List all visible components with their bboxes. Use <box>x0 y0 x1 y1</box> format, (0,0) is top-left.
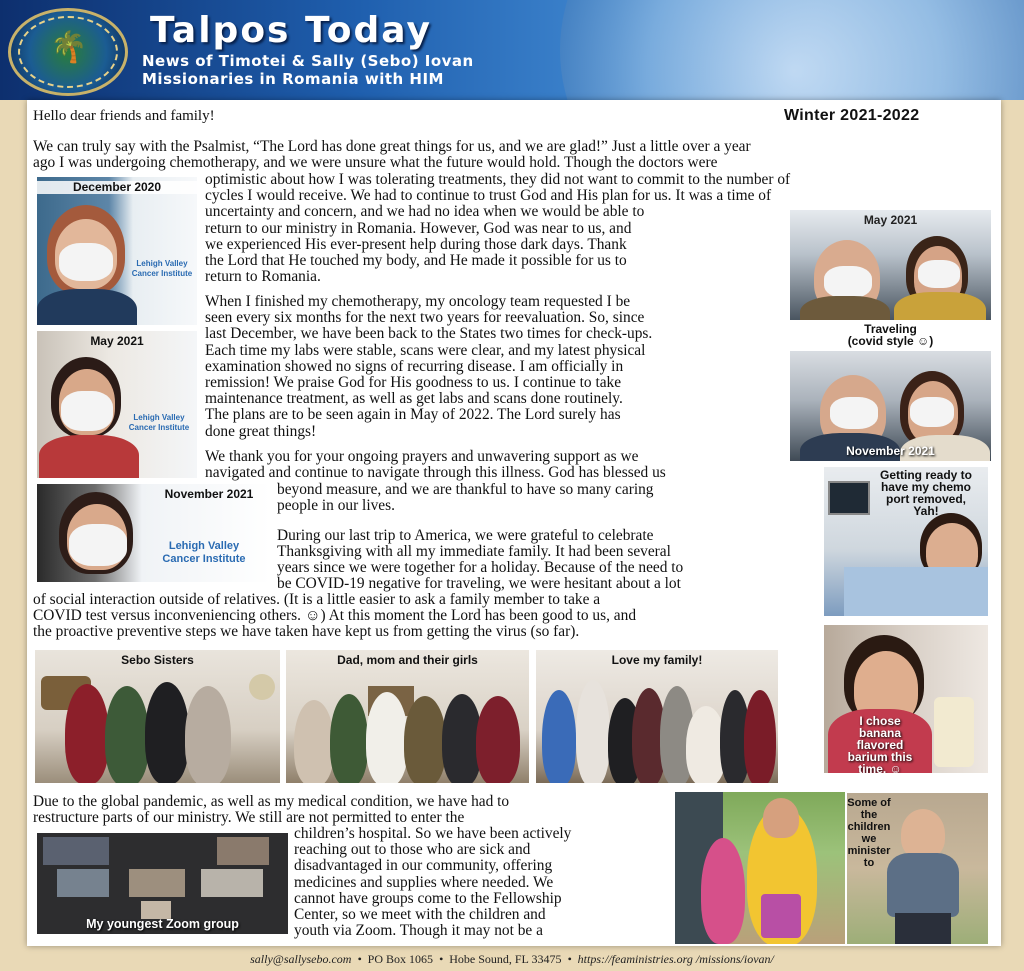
caption-sebo-sisters: Sebo Sisters <box>121 653 194 667</box>
footer-po-box: PO Box 1065 <box>367 952 434 966</box>
text-line: beyond measure, and we are thankful to have so many caring <box>277 481 654 498</box>
photo-may-2021-plane <box>790 210 991 320</box>
text-line: youth via Zoom. Though it may not be a <box>294 922 543 940</box>
caption-banana-1: I chose <box>859 714 901 728</box>
text-line: return to Romania. <box>205 268 321 286</box>
paragraph-5-rest <box>294 826 571 939</box>
text-line: reaching out to those who are sick and <box>294 841 531 859</box>
caption-port-1: Getting ready to <box>879 468 972 482</box>
caption-banana-3: flavored <box>856 738 904 752</box>
text-line: the Lord that He touched my body, and He made it possible for us to <box>205 252 627 270</box>
caption-port-3: port removed, <box>885 492 966 506</box>
caption-port-4: Yah! <box>913 504 939 518</box>
zoom-tile <box>129 869 185 897</box>
photo-dad-mom-girls <box>286 650 529 783</box>
newsletter-title: Talpos Today <box>150 10 432 51</box>
text-line: During our last trip to America, we were grateful to celebrate <box>277 527 654 544</box>
footer-url[interactable]: https://feaministries.org /missions/iovan/ <box>577 952 774 966</box>
text-line: We thank you for your ongoing prayers and unwavering support as we <box>205 448 639 465</box>
photo-love-my-family <box>536 650 778 783</box>
caption-love-my-family: Love my family! <box>611 653 703 667</box>
caption-november-2021-left: November 2021 <box>164 487 254 501</box>
text-line: done great things! <box>205 422 317 440</box>
globe-graphic <box>560 0 1024 100</box>
sign-lehigh-2: Cancer Institute <box>131 269 193 278</box>
text-line: medicines and supplies where needed. We <box>294 873 554 891</box>
caption-children-3: children <box>847 821 891 833</box>
caption-november-2021-right: November 2021 <box>846 444 935 458</box>
text-line: disadvantaged in our community, offering <box>294 857 553 875</box>
issue-season: Winter 2021-2022 <box>784 107 920 124</box>
caption-children-6: to <box>863 857 875 869</box>
sign-lehigh-2: Cancer Institute <box>128 423 190 432</box>
photo-sebo-sisters <box>35 650 280 783</box>
text-line: cannot have groups come to the Fellowship <box>294 889 562 907</box>
text-line: COVID test versus inconveniencing others. ☺) At this moment the Lord has been good to us, and <box>33 607 637 624</box>
text-line: years since we were together for a holiday. Because of the need to <box>277 559 684 576</box>
sign-lehigh: Lehigh Valley <box>168 540 240 552</box>
caption-banana-4: barium this <box>847 750 913 764</box>
gift-bag-icon <box>761 894 801 938</box>
sign-lehigh-2: Cancer Institute <box>162 553 246 565</box>
caption-may-2021-left: May 2021 <box>90 334 144 348</box>
photo-december-2020 <box>37 177 197 325</box>
text-line: Due to the global pandemic, as well as my medical condition, we have had to <box>33 793 510 810</box>
text-line: the proactive preventive steps we have taken have kept us from getting the virus (so far). <box>33 623 580 640</box>
text-line: return to our ministry in Romania. However, God was near to us, and <box>205 219 632 237</box>
bullet-icon: • <box>436 952 450 966</box>
photo-banana-barium <box>824 625 988 773</box>
text-line: seen every six months for the next two years for reevaluation. So, since <box>205 309 645 327</box>
caption-zoom-group: My youngest Zoom group <box>86 917 239 931</box>
paragraph-1-rest <box>205 172 790 285</box>
text-line: we experienced His ever-present help during those dark days. Thank <box>205 235 627 253</box>
sign-lehigh: Lehigh Valley <box>133 413 185 422</box>
caption-port-2: have my chemo <box>880 480 972 494</box>
caption-dad-mom-girls: Dad, mom and their girls <box>337 653 478 667</box>
caption-children-2: the <box>860 809 878 821</box>
caption-covid-style: (covid style ☺) <box>847 334 934 348</box>
caption-traveling: Traveling <box>864 322 917 336</box>
newsletter-subtitle: News of Timotei & Sally (Sebo) Iovan <box>142 52 474 70</box>
photo-november-2021-plane <box>790 351 991 461</box>
zoom-tile <box>217 837 269 865</box>
caption-banana-2: banana <box>858 726 901 740</box>
text-line: be COVID-19 negative for traveling, we were hesitant about a lot <box>277 575 681 592</box>
text-line: cycles I would receive. We had to continue to trust God and His plan for us. It was a time of <box>205 187 772 205</box>
zoom-tile <box>57 869 109 897</box>
wall-plate <box>249 674 275 700</box>
text-line: of social interaction outside of relatives. (It is a little easier to ask a family member to take a <box>33 591 601 608</box>
photo-children-visit <box>675 792 845 944</box>
text-line: last December, we have been back to the States two times for check-ups. <box>205 325 653 343</box>
bullet-icon: • <box>564 952 578 966</box>
greeting: Hello dear friends and family! <box>33 108 215 124</box>
bullet-icon: • <box>354 952 368 966</box>
text-line: Center, so we meet with the children and <box>294 906 546 924</box>
text-line: people in our lives. <box>277 497 395 514</box>
text-line: When I finished my chemotherapy, my oncology team requested I be <box>205 293 631 310</box>
footer-city: Hobe Sound, FL 33475 <box>449 952 562 966</box>
text-line: restructure parts of our ministry. We still are not permitted to enter the <box>33 809 465 826</box>
footer-email[interactable]: sally@sallysebo.com <box>250 952 352 966</box>
caption-children-1: Some of <box>847 797 891 809</box>
caption-december-2020: December 2020 <box>37 181 197 194</box>
text-line: optimistic about how I was tolerating treatments, they did not want to commit to the number of <box>205 171 791 188</box>
photo-chemo-port <box>824 467 988 616</box>
text-line: maintenance treatment, as well as get labs and scans done routinely. <box>205 390 623 408</box>
zoom-tile <box>43 837 109 865</box>
text-line: examination showed no signs of recurring disease. I am officially in <box>205 357 624 375</box>
text-line: Thanksgiving with all my immediate family. It had been several <box>277 543 671 560</box>
text-line: Each time my labs were stable, scans were clear, and my latest physical <box>205 341 646 359</box>
palm-tree-icon: 🌴 <box>50 31 88 64</box>
text-line: The plans are to be seen again in May of 2022. The Lord surely has <box>205 406 621 424</box>
caption-children-4: we <box>861 833 877 845</box>
hospital-gown <box>844 567 988 616</box>
pants <box>895 913 951 944</box>
paragraph-1-line-1: We can truly say with the Psalmist, “The Lord has done great things for us, and we are glad!” Just a little over a year <box>33 138 751 155</box>
text-line: children’s hospital. So we have been actively <box>294 825 572 842</box>
zoom-tile <box>201 869 263 897</box>
photo-child-boy <box>847 793 988 944</box>
sign-lehigh: Lehigh Valley <box>136 259 188 268</box>
photo-may-2021-left <box>37 331 197 478</box>
caption-may-2021-right: May 2021 <box>863 213 918 227</box>
text-line: uncertainty and concern, and we had no idea when we would be able to <box>205 203 645 221</box>
paragraph-2 <box>205 294 652 440</box>
newsletter-subtitle-2: Missionaries in Romania with HIM <box>142 70 444 88</box>
text-line: navigated and continue to navigate through this illness. God has blessed us <box>205 464 666 481</box>
caption-children-5: minister <box>847 845 891 857</box>
text-line: remission! We praise God for His goodness to us. I continue to take <box>205 374 622 392</box>
footer-contact <box>0 948 1024 971</box>
caption-banana-5: time. ☺ <box>858 762 902 773</box>
barium-bottle-icon <box>934 697 974 767</box>
masthead <box>0 0 1024 100</box>
paragraph-1-line-2: ago I was undergoing chemotherapy, and we were unsure what the future would hold. Though the doctors were <box>33 154 718 171</box>
photo-november-2021-left <box>37 484 270 582</box>
photo-zoom-group <box>37 833 288 934</box>
